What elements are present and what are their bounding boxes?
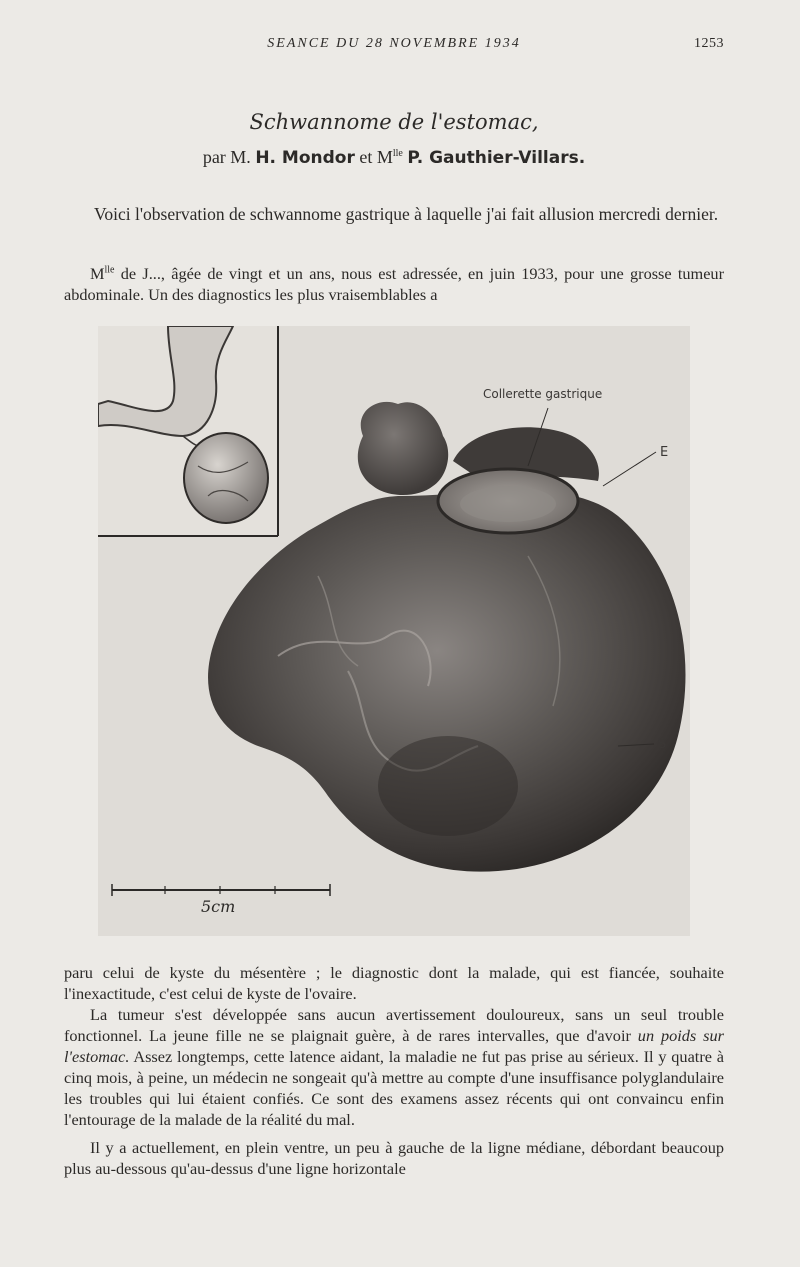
label-s: S <box>658 737 667 752</box>
paragraph-history <box>64 1004 724 1130</box>
page-number: 1253 <box>694 36 724 51</box>
history-text-a: La tumeur s'est développée sans aucun avertissement douloureux, sans un seul trouble fonctionnel. La jeune fille ne se plaignait guère, à de rares intervalles, que d'avoir <box>64 1005 724 1045</box>
label-e: E <box>660 445 669 460</box>
byline-prefix: par M. <box>202 147 251 167</box>
case-prefix: M <box>90 264 105 283</box>
case-sup: lle <box>104 264 115 276</box>
label-collerette: Collerette gastrique <box>483 387 603 401</box>
byline-mid: et M <box>359 147 393 167</box>
author-1: H. Mondor <box>255 148 355 168</box>
specimen-illustration <box>98 326 690 936</box>
inset-diagram <box>98 326 278 536</box>
paragraph-case <box>64 263 724 305</box>
scale-label: 5cm <box>201 897 236 916</box>
running-head <box>64 36 724 56</box>
article-title: Schwannome de l'estomac, <box>249 110 539 134</box>
author-2: P. Gauthier-Villars. <box>407 148 586 168</box>
paragraph-exam: Il y a actuellement, en plein ventre, un peu à gauche de la ligne médiane, débordant beaucoup plus au-dessous qu'au-dessus d'une ligne horizontale <box>64 1138 724 1178</box>
case-text: de J..., âgée de vingt et un ans, nous est adressée, en juin 1933, pour une grosse tumeur abdominale. Un des diagnostics les plus vraisemblables a <box>64 264 724 304</box>
history-text-b: Assez longtemps, cette latence aidant, la maladie ne fut pas prise au sérieux. Il y quatre à cinq mois, à peine, un médecin ne songeait qu'à mettre au compte d'une insuffisance polyglandulaire les troubles qui lui étaient confiés. Ce sont des examens assez récents qui ont convaincu enfin l'entourage de la malade de la réalité du mal. <box>64 1047 724 1129</box>
running-head-title: SEANCE DU 28 NOVEMBRE 1934 <box>267 36 521 51</box>
tumor-nodule <box>358 402 448 495</box>
scale-bar <box>112 884 330 916</box>
paragraph-intro: Voici l'observation de schwannome gastrique à laquelle j'ai fait allusion mercredi dernier. <box>94 204 719 224</box>
history-quote: un poids sur l'estomac. <box>64 1026 724 1066</box>
tumor-mass <box>208 491 685 872</box>
byline <box>64 147 724 168</box>
paragraph-diagnosis: paru celui de kyste du mésentère ; le diagnostic dont la malade, qui est fiancée, souhaite l'inexactitude, c'est celui de kyste de l'ovaire. <box>64 963 724 1003</box>
byline-sup: lle <box>392 148 403 159</box>
